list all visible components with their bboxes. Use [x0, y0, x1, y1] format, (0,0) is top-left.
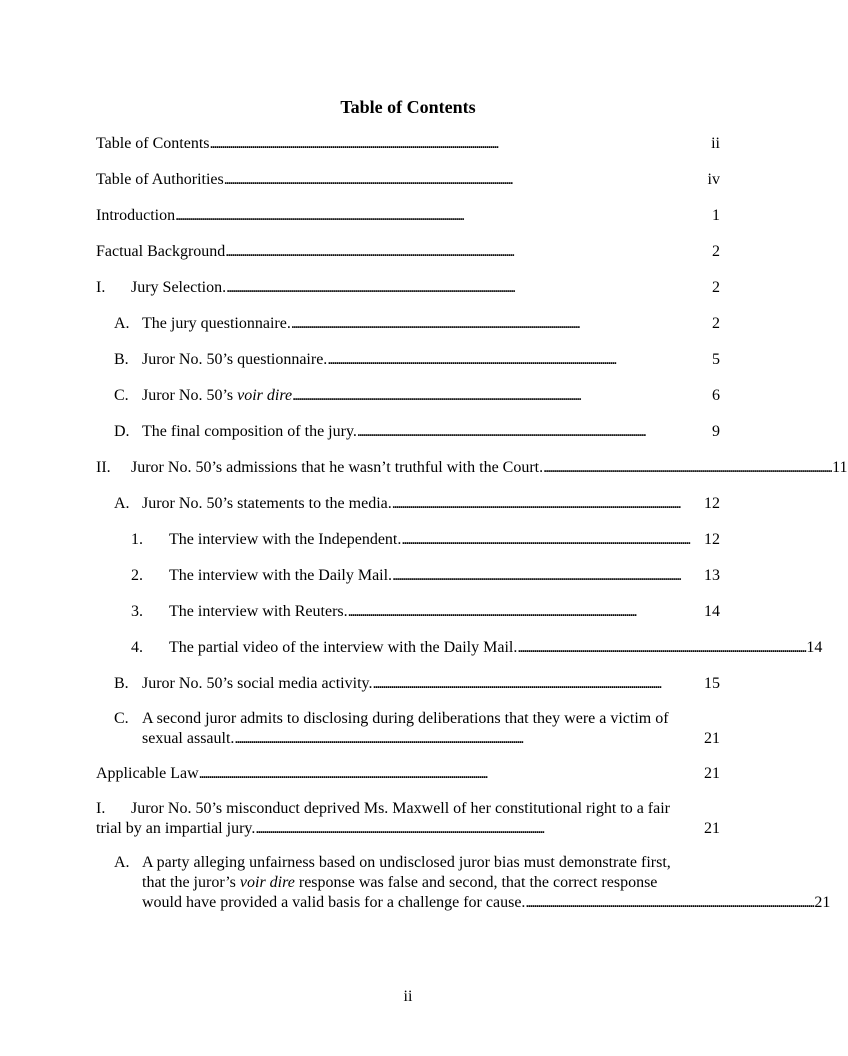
toc-entry[interactable] [96, 763, 720, 785]
toc-entry[interactable] [96, 565, 720, 587]
toc-entry-title-italic: voir dire [237, 387, 293, 404]
toc-entry-page: 14 [806, 639, 823, 656]
toc-entry-page: 2 [712, 315, 720, 332]
dot-leader [225, 241, 710, 263]
toc-entry-page: 1 [712, 207, 720, 224]
dot-leader [199, 763, 702, 785]
toc-entry-number: 3. [131, 603, 143, 620]
toc-entry-page: 13 [704, 567, 720, 584]
toc-entry-page: 6 [712, 387, 720, 404]
toc-entry[interactable] [96, 205, 720, 227]
toc-entry-page: 15 [704, 675, 720, 692]
toc-entry-number: D. [114, 423, 130, 440]
toc-entry[interactable] [96, 169, 720, 191]
dot-leader [517, 637, 804, 659]
dot-leader [210, 133, 710, 155]
toc-entry-title: Table of Contents [96, 135, 210, 152]
toc-entry-title: Juror No. 50’s admissions that he wasn’t truthful with the Court. [131, 459, 544, 476]
dot-leader [357, 421, 710, 443]
toc-entry-title: The final composition of the jury. [142, 423, 357, 440]
toc-entry-title: A party alleging unfairness based on undisclosed juror bias must demonstrate first, [142, 854, 671, 871]
toc-entry[interactable] [96, 799, 720, 839]
toc-entry[interactable] [96, 349, 720, 371]
dot-leader [401, 529, 702, 551]
toc-entry[interactable] [96, 385, 720, 407]
toc-entry-line [96, 799, 720, 819]
toc-entry[interactable] [96, 457, 848, 479]
toc-entry[interactable] [96, 421, 720, 443]
toc-entry[interactable] [96, 241, 720, 263]
toc-entry-page: 14 [704, 603, 720, 620]
toc-entry-page: 5 [712, 351, 720, 368]
toc-entry-page: iv [707, 171, 720, 188]
dot-leader [175, 205, 710, 227]
toc-entry[interactable] [96, 133, 720, 155]
toc-entry-page: 11 [832, 459, 848, 476]
page-title: Table of Contents [340, 97, 476, 117]
toc-entry-number: C. [114, 387, 129, 404]
toc-entry-number: II. [96, 459, 111, 476]
toc-entry-title: Juror No. 50’s questionnaire. [142, 351, 328, 368]
dot-leader [292, 385, 710, 407]
toc-entry-line [114, 893, 831, 913]
toc-entry-number: 4. [131, 639, 143, 656]
page-number: ii [403, 988, 413, 1005]
dot-leader [226, 277, 710, 299]
toc-entry[interactable] [96, 277, 720, 299]
toc-entry-title: Juror No. 50’s statements to the media. [142, 495, 392, 512]
toc-entry-page: 12 [704, 531, 720, 548]
toc-entry-number: 2. [131, 567, 143, 584]
dot-leader [392, 493, 702, 515]
toc-entry-number: 1. [131, 531, 143, 548]
toc-entry-title-italic: voir dire [239, 874, 295, 891]
table-of-contents [96, 133, 848, 927]
toc-entry[interactable] [96, 529, 720, 551]
toc-entry-title-text: that the juror’s [142, 874, 240, 891]
toc-entry-page: 9 [712, 423, 720, 440]
toc-entry-page: 2 [712, 279, 720, 296]
toc-entry-number: B. [114, 351, 129, 368]
toc-entry-line [114, 729, 720, 749]
toc-entry-number: I. [96, 279, 106, 296]
dot-leader [224, 169, 706, 191]
toc-entry-title-text: Juror No. 50’s [142, 387, 238, 404]
dot-leader [234, 729, 702, 749]
toc-entry-number: B. [114, 675, 129, 692]
toc-entry-title: The jury questionnaire. [142, 315, 291, 332]
toc-entry-line [114, 873, 720, 893]
toc-entry-title: Table of Authorities [96, 171, 224, 188]
toc-entry-title: Juror No. 50’s social media activity. [142, 675, 373, 692]
dot-leader [392, 565, 702, 587]
toc-entry[interactable] [96, 313, 720, 335]
toc-entry-title: trial by an impartial jury. [96, 820, 256, 837]
toc-entry-page: ii [711, 135, 720, 152]
toc-entry[interactable] [96, 493, 720, 515]
toc-entry-title: The interview with the Daily Mail. [169, 567, 393, 584]
dot-leader [348, 601, 702, 623]
toc-entry[interactable] [96, 637, 823, 659]
toc-entry-title: A second juror admits to disclosing during deliberations that they were a victim of [142, 710, 669, 727]
toc-entry-title: The partial video of the interview with the Daily Mail. [169, 639, 518, 656]
toc-entry-title: The interview with the Independent. [169, 531, 402, 548]
toc-entry-title: would have provided a valid basis for a challenge for cause. [142, 894, 526, 911]
toc-entry-title [142, 385, 292, 407]
toc-entry-page: 21 [704, 730, 720, 747]
toc-entry-line [114, 709, 720, 729]
toc-entry-number: A. [114, 854, 130, 871]
toc-entry-title: sexual assault. [142, 730, 235, 747]
toc-entry-title-text: response was false and second, that the correct response [294, 874, 658, 891]
toc-entry-title: The interview with Reuters. [169, 603, 348, 620]
toc-entry-title: Factual Background [96, 243, 226, 260]
toc-entry-page: 21 [814, 894, 831, 911]
toc-entry-number: C. [114, 710, 129, 727]
toc-entry-title: Jury Selection. [131, 279, 227, 296]
dot-leader [291, 313, 710, 335]
toc-entry[interactable] [96, 601, 720, 623]
toc-entry[interactable] [96, 853, 831, 913]
toc-entry-title: Juror No. 50’s misconduct deprived Ms. Maxwell of her constitutional right to a fair [131, 800, 671, 817]
toc-entry-line [114, 853, 720, 873]
toc-entry-page: 21 [704, 820, 720, 837]
toc-entry-page: 21 [704, 765, 720, 782]
toc-entry-number: A. [114, 315, 130, 332]
dot-leader [255, 819, 702, 839]
toc-entry-title: Applicable Law [96, 765, 199, 782]
toc-entry-number: I. [96, 800, 106, 817]
toc-entry-number: A. [114, 495, 130, 512]
toc-entry[interactable] [96, 709, 720, 749]
dot-leader [372, 673, 702, 695]
toc-entry-page: 2 [712, 243, 720, 260]
dot-leader [543, 457, 830, 479]
toc-entry[interactable] [96, 673, 720, 695]
toc-entry-title: Introduction [96, 207, 176, 224]
dot-leader [327, 349, 710, 371]
dot-leader [525, 893, 812, 913]
toc-entry-page: 12 [704, 495, 720, 512]
toc-entry-line [96, 819, 720, 839]
